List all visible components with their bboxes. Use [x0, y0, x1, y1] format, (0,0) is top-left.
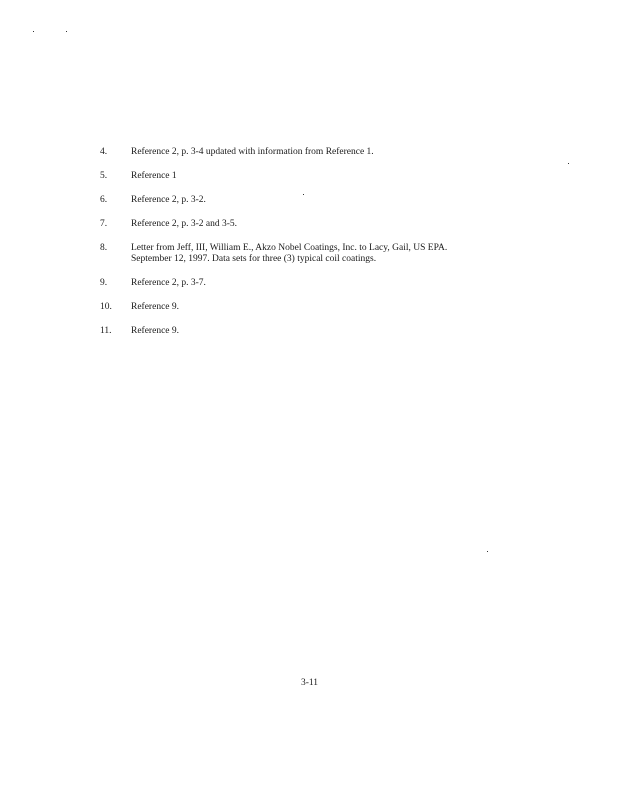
reference-line: Letter from Jeff, III, William E., Akzo Nobel Coatings, Inc. to Lacy, Gail, US EPA. — [131, 243, 448, 253]
reference-line: Reference 2, p. 3-4 updated with information from Reference 1. — [131, 147, 374, 157]
reference-line: Reference 9. — [131, 326, 179, 336]
reference-text — [131, 219, 520, 230]
reference-item — [100, 243, 520, 265]
reference-text — [131, 302, 520, 313]
reference-number: 9. — [100, 278, 108, 288]
reference-text — [131, 278, 520, 289]
reference-number: 5. — [100, 171, 108, 181]
reference-line: Reference 2, p. 3-2. — [131, 195, 206, 205]
reference-list — [100, 147, 520, 350]
reference-item — [100, 302, 520, 313]
reference-number: 10. — [100, 302, 112, 312]
reference-text — [131, 326, 520, 337]
reference-text — [131, 243, 520, 265]
reference-line: Reference 9. — [131, 302, 179, 312]
reference-item — [100, 171, 520, 182]
reference-line: Reference 2, p. 3-2 and 3-5. — [131, 219, 238, 229]
reference-number: 6. — [100, 195, 108, 205]
reference-item — [100, 147, 520, 158]
reference-number: 7. — [100, 219, 108, 229]
reference-number: 4. — [100, 147, 108, 157]
scan-speck — [66, 31, 67, 32]
scan-speck — [487, 551, 488, 552]
scan-speck — [568, 163, 569, 164]
reference-item — [100, 326, 520, 337]
reference-line: Reference 2, p. 3-7. — [131, 278, 206, 288]
reference-text — [131, 195, 520, 206]
reference-text — [131, 147, 520, 158]
reference-text — [131, 171, 520, 182]
reference-item — [100, 195, 520, 206]
page-number: 3-11 — [300, 678, 319, 688]
reference-line: Reference 1 — [131, 171, 177, 181]
scan-speck — [33, 31, 34, 32]
reference-item — [100, 219, 520, 230]
reference-number: 8. — [100, 243, 108, 253]
reference-number: 11. — [100, 326, 112, 336]
reference-item — [100, 278, 520, 289]
reference-line: September 12, 1997. Data sets for three (3) typical coil coatings. — [131, 254, 377, 264]
